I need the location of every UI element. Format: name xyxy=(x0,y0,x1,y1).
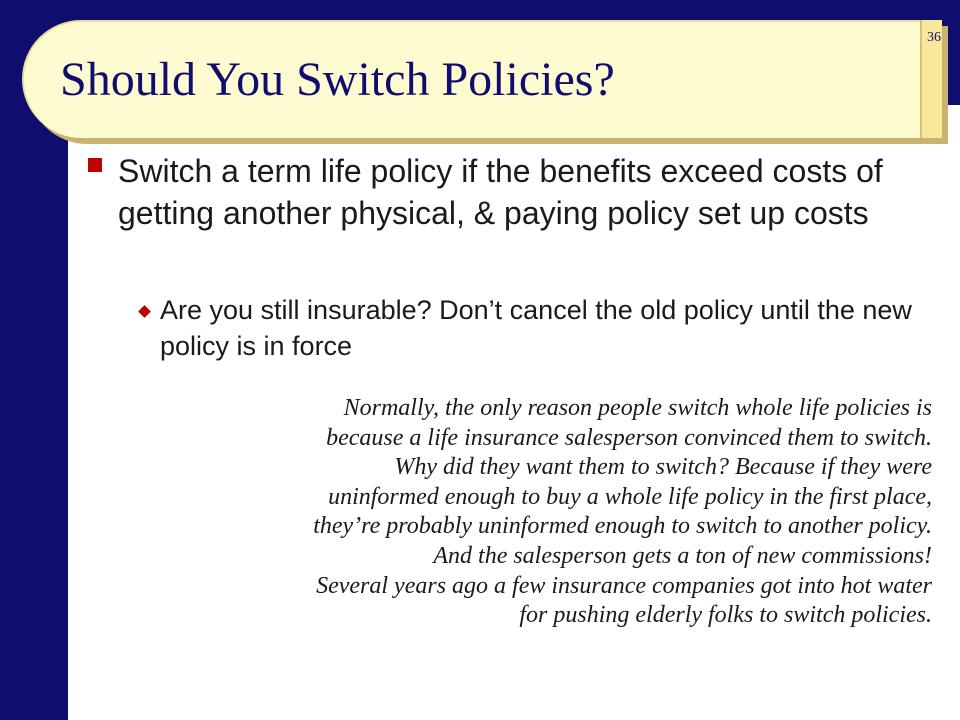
sub-bullet-text: Are you still insurable? Don’t cancel the old policy until the new policy is in force xyxy=(160,295,912,361)
note-line: uninformed enough to buy a whole life policy in the first place, xyxy=(328,483,932,510)
note-paragraph xyxy=(90,394,932,631)
note-line: Normally, the only reason people switch whole life policies is xyxy=(343,395,932,421)
slide-title: Should You Switch Policies? xyxy=(60,53,615,106)
diamond-bullet-icon xyxy=(138,305,151,318)
square-bullet-icon xyxy=(88,158,102,172)
note-line: they’re probably uninformed enough to switch to another policy. xyxy=(313,513,932,540)
note-line: Why did they want them to switch? Because if they were xyxy=(394,454,932,481)
bullet-text: Switch a term life policy if the benefits exceed costs of getting another physical, & paying policy set up costs xyxy=(118,153,883,231)
note-line: Several years ago a few insurance companies got into hot water xyxy=(316,572,932,599)
note-line: because a life insurance salesperson convinced them to switch. xyxy=(326,424,932,451)
note-line: And the salesperson gets a ton of new commissions! xyxy=(433,542,932,569)
page-number: 36 xyxy=(927,30,941,45)
note-line: for pushing elderly folks to switch policies. xyxy=(519,602,932,629)
